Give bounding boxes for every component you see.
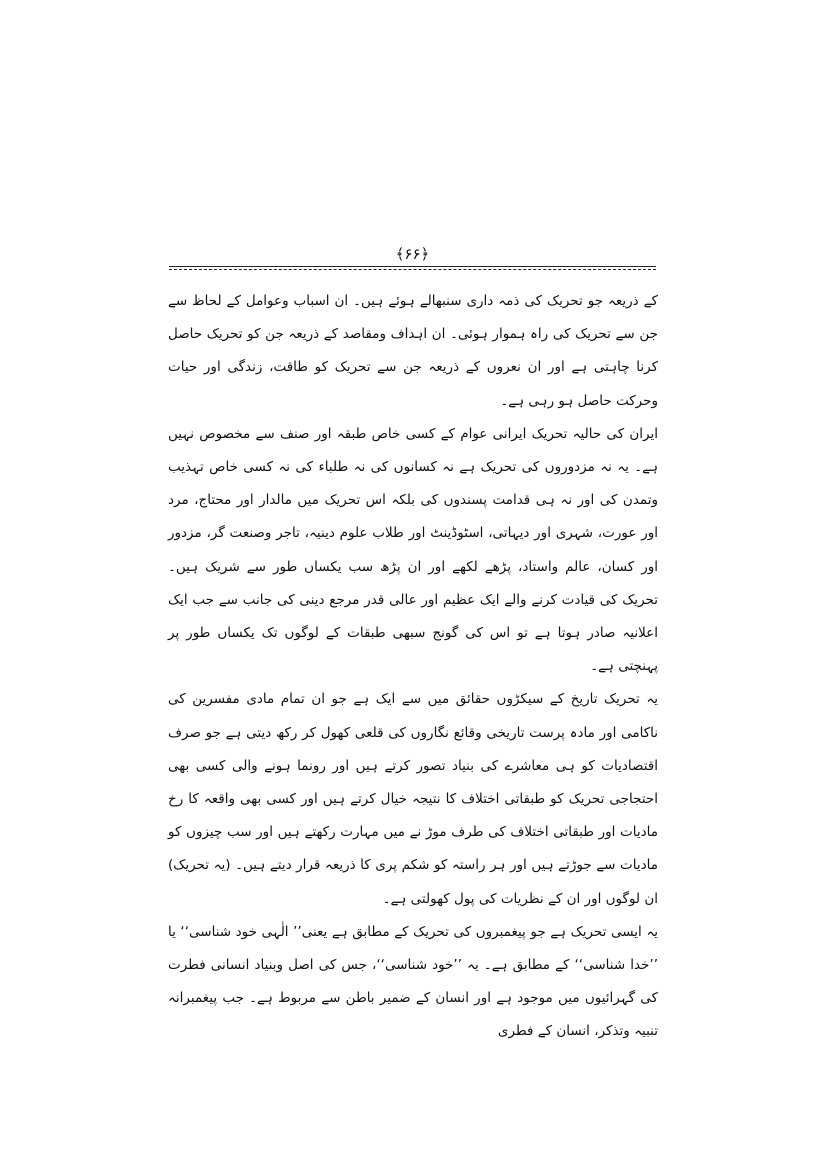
paragraph-4: یہ ایسی تحریک ہے جو پیغمبروں کی تحریک کے مطابق ہے یعنی’’ الٰہی خود شناسی‘‘ یا ’’خدا شناسی‘‘ کے مطابق ہے۔ یہ ’’خود شناسی‘‘، جس کی اصل وبنیاد انسانی فطرت کی گہرائیوں میں موجود ہے اور انسان کے ضمیر باطن سے مربوط ہے۔ جب پیغمبرانہ تنبیہ وتذکر، انسان کے فطری: [168, 923, 658, 1040]
page-number: ﴾۶۶﴿: [395, 245, 430, 263]
header-rule-dashed: [169, 269, 656, 270]
body-text: [168, 285, 658, 1049]
paragraph-3: یہ تحریک تاریخ کے سیکڑوں حقائق میں سے ایک ہے جو ان تمام مادی مفسرین کی ناکامی اور مادہ پرست تاریخی وقائع نگاروں کی قلعی کھول کر رکھ دیتی ہے جو صرف اقتصادیات کو ہی معاشرے کی بنیاد تصور کرتے ہیں اور رونما ہونے والی کسی بھی احتجاجی تحریک کو طبقاتی اختلاف کا نتیجہ خیال کرتے ہیں اور کسی بھی واقعہ کا رخ مادیات اور طبقاتی اختلاف کی طرف موڑ نے میں مہارت رکھتے ہیں اور سب چیزوں کو مادیات سے جوڑتے ہیں اور ہر راستہ کو شکم پری کا ذریعہ قرار دیتے ہیں۔ (یہ تحریک) ان لوگوں اور ان کے نظریات کی پول کھولتی ہے۔: [168, 691, 658, 907]
paragraph-1: کے ذریعہ جو تحریک کی ذمہ داری سنبھالے ہوئے ہیں۔ ان اسباب وعوامل کے لحاظ سے جن سے تحریک کی راہ ہموار ہوئی۔ ان اہداف ومقاصد کے ذریعہ جن کو تحریک حاصل کرنا چاہتی ہے اور ان نعروں کے ذریعہ جن سے تحریک کو طاقت، زندگی اور حیات وحرکت حاصل ہو رہی ہے۔: [168, 293, 658, 409]
header-rule: [169, 266, 656, 267]
paragraph-2: ایران کی حالیہ تحریک ایرانی عوام کے کسی خاص طبقہ اور صنف سے مخصوص نہیں ہے۔ یہ نہ مزدوروں کی تحریک ہے نہ کسانوں کی نہ طلباء کی نہ کسی خاص تہذیب وتمدن کی اور نہ ہی قدامت پسندوں کی بلکہ اس تحریک میں مالدار اور محتاج، مرد اور عورت، شہری اور دیہاتی، اسٹوڈینٹ اور طلاب علوم دینیہ، تاجر وصنعت گر، مزدور اور کسان، عالم واستاد، پڑھے لکھے اور ان پڑھ سب یکساں طور سے شریک ہیں۔ تحریک کی قیادت کرنے والے ایک عظیم اور عالی قدر مرجع دینی کی جانب سے جب ایک اعلانیہ صادر ہوتا ہے تو اس کی گونج سبھی طبقات کے لوگوں تک یکساں طور پر پہنچتی ہے۔: [168, 425, 658, 675]
